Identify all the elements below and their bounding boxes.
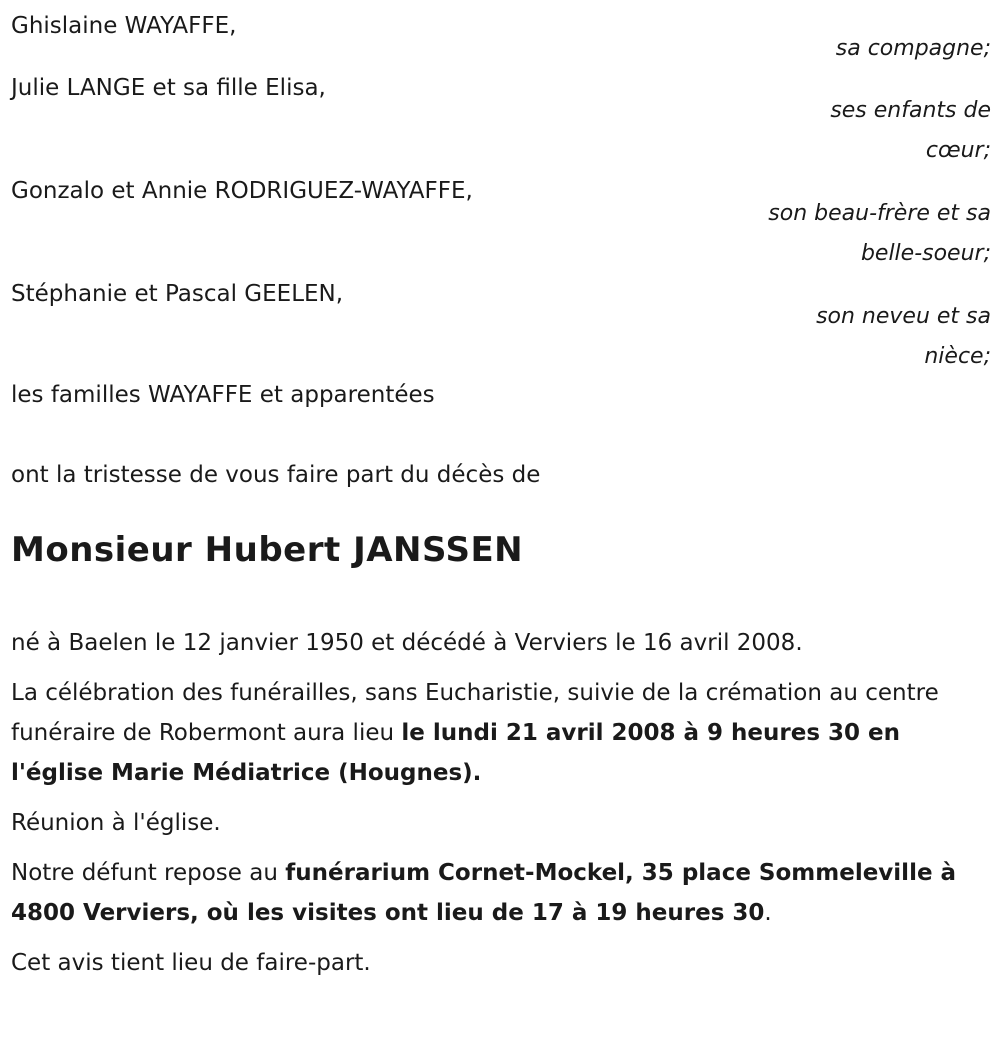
visitation-text: Notre défunt repose au <box>11 860 286 886</box>
family-name: Gonzalo et Annie RODRIGUEZ-WAYAFFE, <box>11 178 473 204</box>
reunion: Réunion à l'église. <box>11 810 221 836</box>
obituary-notice <box>11 0 991 993</box>
family-entry <box>11 165 991 268</box>
ceremony-text: La célébration des funérailles, sans Eucharistie, suivie de la crémation au centre funéraire de Robermont aura lieu <box>11 680 939 746</box>
visitation-paragraph <box>11 853 991 933</box>
family-name: Ghislaine WAYAFFE, <box>11 13 237 39</box>
family-list <box>11 0 991 371</box>
deceased-name: Monsieur Hubert JANSSEN <box>11 530 524 570</box>
family-relation: sa compagne; <box>835 36 991 61</box>
family-relation: ses enfants de cœur; <box>830 98 991 163</box>
family-entry <box>11 268 991 371</box>
families-line: les familles WAYAFFE et apparentées <box>11 382 435 408</box>
family-entry <box>11 62 991 165</box>
ceremony-details: le lundi 21 avril 2008 à 9 heures 30 en l'église Marie Médiatrice (Hougnes). <box>11 720 901 786</box>
closing: Cet avis tient lieu de faire-part. <box>11 950 371 976</box>
family-name: Julie LANGE et sa fille Elisa, <box>11 75 326 101</box>
announcement: ont la tristesse de vous faire part du décès de <box>11 462 541 488</box>
visitation-details: funérarium Cornet-Mockel, 35 place Sommeleville à 4800 Verviers, où les visites ont lieu de 17 à 19 heures 30 <box>11 860 957 926</box>
visitation-end: . <box>764 900 772 926</box>
birth-death: né à Baelen le 12 janvier 1950 et décédé à Verviers le 16 avril 2008. <box>11 630 803 656</box>
family-entry <box>11 0 991 62</box>
family-relation: son beau-frère et sa belle-soeur; <box>768 201 991 266</box>
ceremony-paragraph <box>11 673 991 793</box>
family-relation: son neveu et sa nièce; <box>816 304 991 369</box>
family-name: Stéphanie et Pascal GEELEN, <box>11 281 344 307</box>
